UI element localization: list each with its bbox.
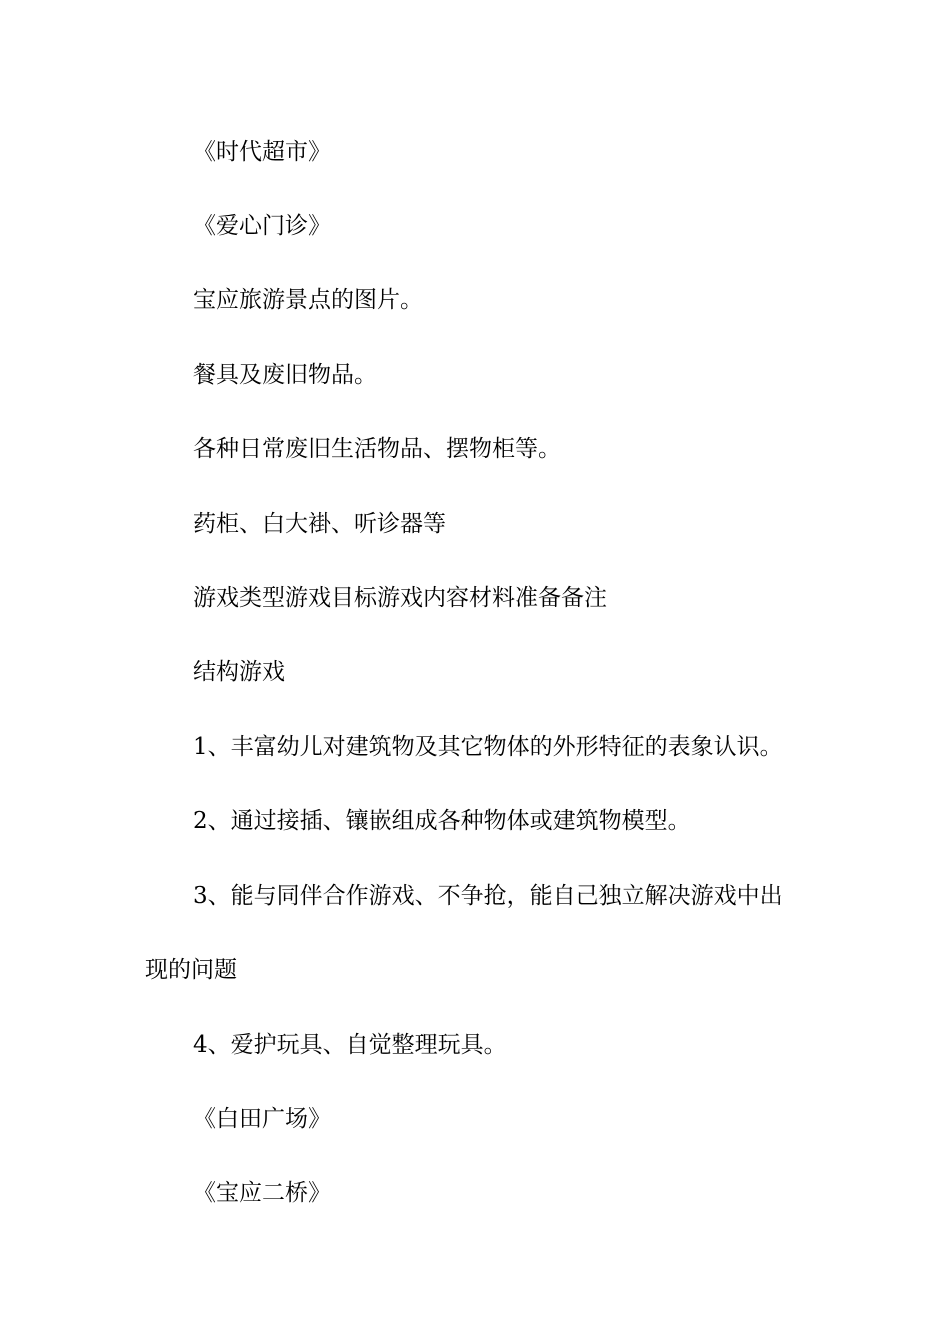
paragraph-daily-items: 各种日常废旧生活物品、摆物柜等。 (193, 436, 561, 462)
paragraph-baoying-bridge: 《宝应二桥》 (193, 1180, 331, 1206)
paragraph-medicine-cabinet: 药柜、白大褂、听诊器等 (193, 511, 446, 537)
paragraph-shidai-supermarket: 《时代超市》 (193, 139, 331, 165)
paragraph-goal-4: 4、爱护玩具、自觉整理玩具。 (193, 1032, 507, 1058)
paragraph-goal-1: 1、丰富幼儿对建筑物及其它物体的外形特征的表象认识。 (193, 734, 783, 760)
paragraph-goal-3: 3、能与同伴合作游戏、不争抢，能自己独立解决游戏中出 (193, 883, 783, 909)
paragraph-aixin-clinic: 《爱心门诊》 (193, 213, 331, 239)
paragraph-structure-game: 结构游戏 (193, 659, 285, 685)
paragraph-table-header: 游戏类型游戏目标游戏内容材料准备备注 (193, 585, 607, 611)
paragraph-tableware: 餐具及废旧物品。 (193, 362, 377, 388)
paragraph-tourism-pictures: 宝应旅游景点的图片。 (193, 287, 423, 313)
paragraph-goal-2: 2、通过接插、镶嵌组成各种物体或建筑物模型。 (193, 808, 691, 834)
paragraph-baitian-square: 《白田广场》 (193, 1106, 331, 1132)
paragraph-goal-3-continued: 现的问题 (145, 957, 237, 983)
